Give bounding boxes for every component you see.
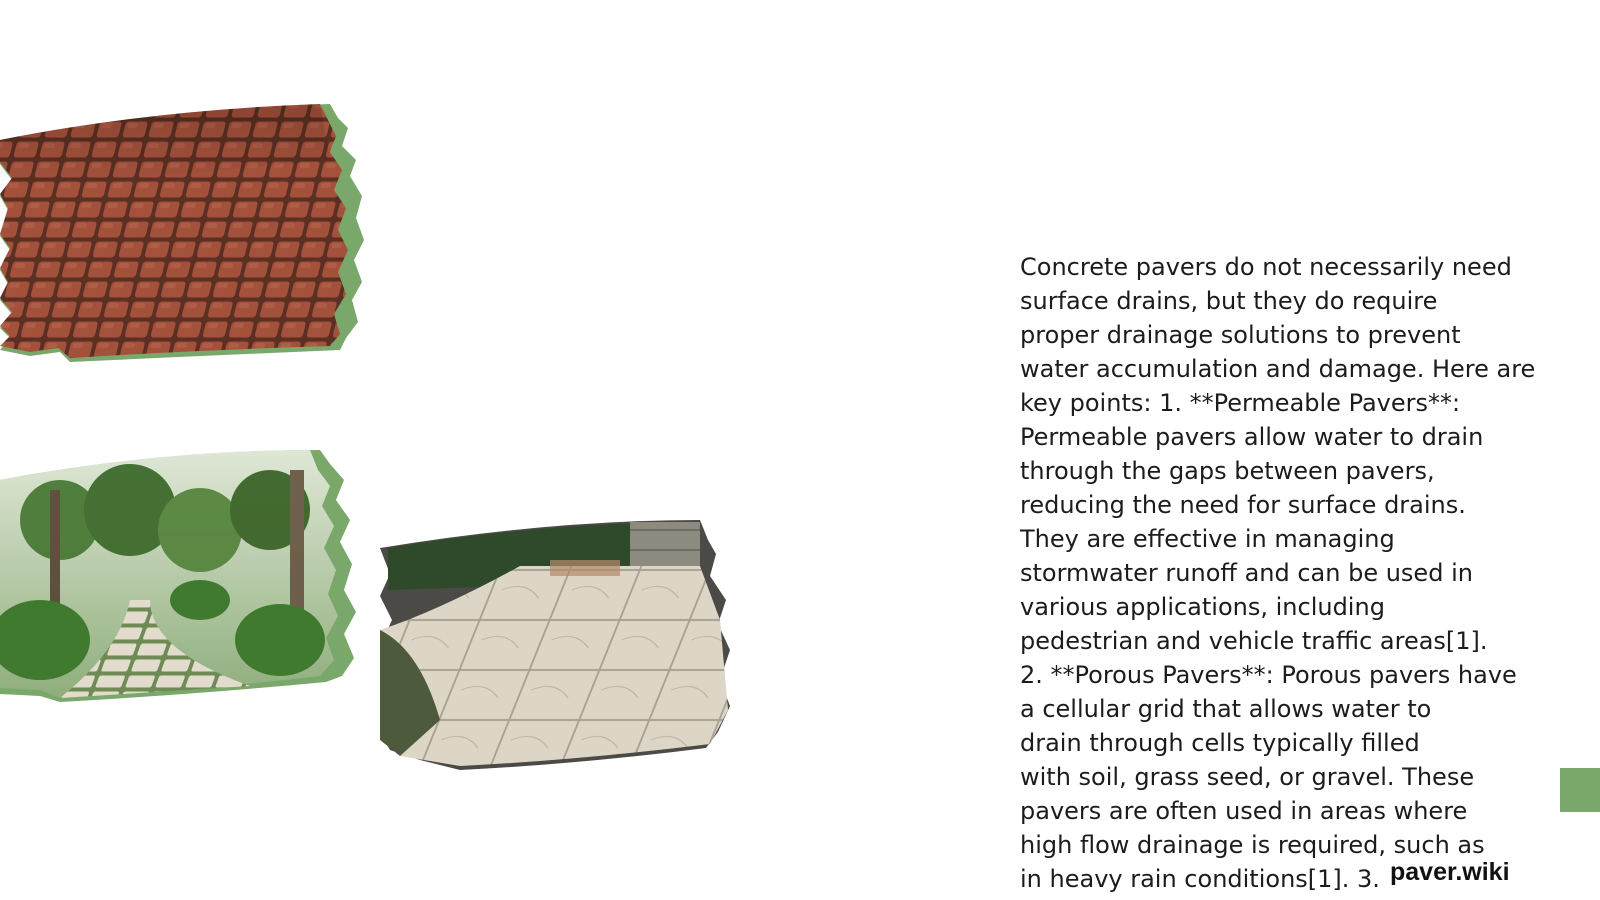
article-paragraph: Concrete pavers do not necessarily need surface drains, but they do require proper drainage solutions to prevent water accumulation and damage. Here are key points: 1. **Permeable Pavers**: Permeable pavers allow water to drain through the gaps between pavers, reducing the need for surface drains. They are effective in managing stormwater runoff and can be used in various applications, including pedestrian and vehicle traffic areas[1]. 2. **Porous Pavers**: Porous pavers have a cellular grid that allows water to drain through cells typically filled with soil, grass seed, or gravel. These pavers are often used in areas where high flow drainage is required, such as in heavy rain conditions[1]. 3. (1020, 253, 1536, 893)
accent-block (1560, 768, 1600, 812)
garden-path-image (0, 450, 360, 720)
patio-slabs-image (380, 520, 750, 790)
brick-pavers-image (0, 100, 370, 370)
brand-logo[interactable]: paver.wiki (1390, 858, 1510, 886)
